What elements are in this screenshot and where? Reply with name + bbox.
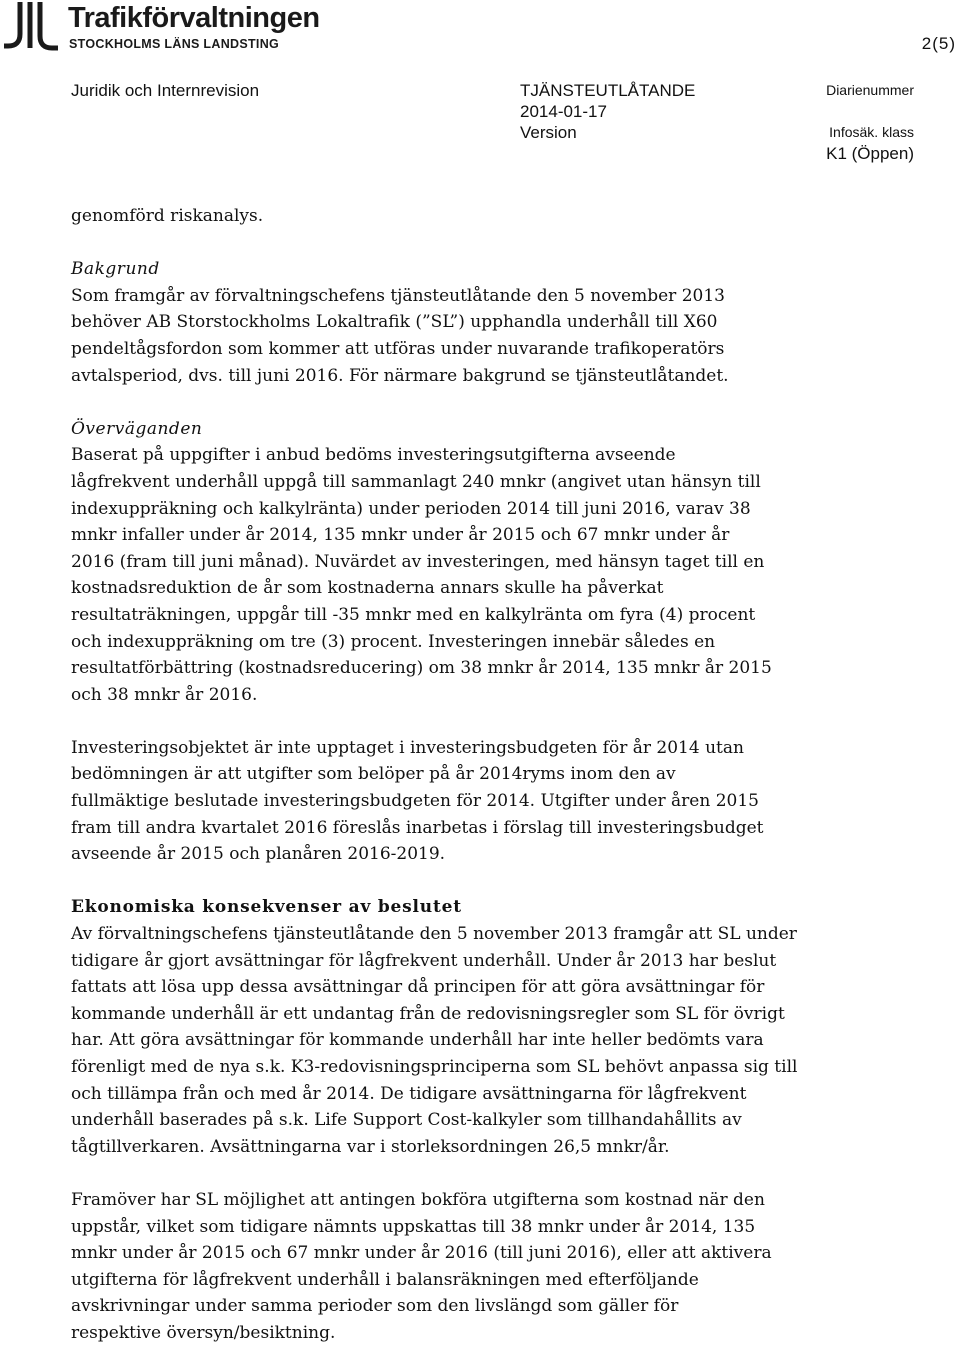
text-line: har. Att göra avsättningar för kommande underhåll har inte heller bedömts vara xyxy=(71,1030,764,1051)
text-line: avseende år 2015 och planåren 2016-2019. xyxy=(71,844,446,865)
text-line: och indexuppräkning om tre (3) procent. Investeringen innebär således en xyxy=(71,631,716,652)
paragraph-ekonomiska-2 xyxy=(71,1187,891,1347)
spacer xyxy=(71,868,891,895)
text-line: avskrivningar under samma perioder som den livslängd som gäller för xyxy=(71,1296,679,1317)
paragraph-overvaganden-2 xyxy=(71,735,891,868)
text-line: kostnadsreduktion de år som kostnaderna annars skulle ha påverkat xyxy=(71,578,664,599)
text-line: mnkr infaller under år 2014, 135 mnkr under år 2015 och 67 mnkr under år xyxy=(71,525,730,546)
spacer xyxy=(71,1160,891,1187)
text-line: resultatförbättring (kostnadsreducering) om 38 mnkr år 2014, 135 mnkr år 2015 xyxy=(71,658,772,679)
text-line: lågfrekvent underhåll uppgå till sammanlagt 240 mnkr (angivet utan hänsyn till xyxy=(71,471,761,492)
text-line: Framöver har SL möjlighet att antingen bokföra utgifterna som kostnad när den xyxy=(71,1189,765,1210)
text-line: fram till andra kvartalet 2016 föreslås inarbetas i förslag till investeringsbudget xyxy=(71,817,764,838)
text-line: fattats att lösa upp dessa avsättningar då principen för att göra avsättningar för xyxy=(71,977,765,998)
registration-number-label: Diarienummer xyxy=(826,82,914,98)
text-line: resultaträkningen, uppgår till -35 mnkr med en kalkylränta om fyra (4) procent xyxy=(71,604,756,625)
text-line: mnkr under år 2015 och 67 mnkr under år 2016 (till juni 2016), eller att aktivera xyxy=(71,1243,772,1264)
text-line: respektive översyn/besiktning. xyxy=(71,1322,336,1343)
text-line: kommande underhåll är ett undantag från de redovisningsregler som SL för övrigt xyxy=(71,1003,785,1024)
text-line: tågtillverkaren. Avsättningarna var i storleksordningen 26,5 mnkr/år. xyxy=(71,1136,670,1157)
text-line: Som framgår av förvaltningschefens tjänsteutlåtande den 5 november 2013 xyxy=(71,285,725,306)
text-line: tidigare år gjort avsättningar för lågfrekvent underhåll. Under år 2013 har beslut xyxy=(71,950,777,971)
logo-subtitle: STOCKHOLMS LÄNS LANDSTING xyxy=(69,37,280,51)
paragraph-overvaganden-1 xyxy=(71,442,891,708)
section-heading-overvaganden: Överväganden xyxy=(71,418,203,439)
text-line: och tillämpa från och med år 2014. De tidigare avsättningarna för lågfrekvent xyxy=(71,1083,747,1104)
paragraph-ekonomiska-1 xyxy=(71,921,891,1160)
text-line: avtalsperiod, dvs. till juni 2016. För närmare bakgrund se tjänsteutlåtandet. xyxy=(71,365,729,386)
version-label: Version xyxy=(520,123,577,142)
spacer xyxy=(71,389,891,416)
text-line: pendeltågsfordon som kommer att utföras under nuvarande trafikoperatörs xyxy=(71,338,725,359)
text-line: indexuppräkning och kalkylränta) under perioden 2014 till juni 2016, varav 38 xyxy=(71,498,751,519)
classification-label: Infosäk. klass xyxy=(829,124,914,140)
page-number: 2(5) xyxy=(921,34,956,53)
paragraph-bakgrund xyxy=(71,283,891,389)
organization-logo xyxy=(0,0,330,56)
text-line: Investeringsobjektet är inte upptaget i investeringsbudgeten för år 2014 utan xyxy=(71,737,744,758)
logo-mark-icon xyxy=(0,0,64,52)
text-line: och 38 mnkr år 2016. xyxy=(71,684,258,705)
logo-name: Trafikförvaltningen xyxy=(68,2,320,34)
text-line: underhåll baserades på s.k. Life Support Cost-kalkyler som tillhandahållits av xyxy=(71,1110,742,1131)
text-line: förenligt med de nya s.k. K3-redovisningsprinciperna som SL behövt anpassa sig till xyxy=(71,1057,798,1077)
registration-info xyxy=(826,80,914,164)
document-info xyxy=(520,80,695,143)
intro-line: genomförd riskanalys. xyxy=(71,206,264,226)
section-heading-ekonomiska-konsekvenser: Ekonomiska konsekvenser av beslutet xyxy=(71,897,462,918)
text-line: utgifterna för lågfrekvent underhåll i balansräkningen med efterföljande xyxy=(71,1269,699,1290)
text-line: bedömningen är att utgifter som belöper på år 2014ryms inom den av xyxy=(71,764,676,785)
section-heading-bakgrund: Bakgrund xyxy=(71,259,160,280)
document-body xyxy=(71,203,891,1347)
text-line: Av förvaltningschefens tjänsteutlåtande den 5 november 2013 framgår att SL under xyxy=(71,924,797,945)
text-line: 2016 (fram till juni månad). Nuvärdet av investeringen, med hänsyn taget till en xyxy=(71,551,765,572)
text-line: uppstår, vilket som tidigare nämnts uppskattas till 38 mnkr under år 2014, 135 xyxy=(71,1216,756,1237)
text-line: fullmäktige beslutade investeringsbudgeten för 2014. Utgifter under åren 2015 xyxy=(71,791,759,812)
spacer xyxy=(71,230,891,257)
text-line: behöver AB Storstockholms Lokaltrafik (”SL”) upphandla underhåll till X60 xyxy=(71,312,718,333)
document-date: 2014-01-17 xyxy=(520,102,607,121)
classification-value: K1 (Öppen) xyxy=(826,144,914,163)
text-line: Baserat på uppgifter i anbud bedöms investeringsutgifterna avseende xyxy=(71,445,676,466)
document-type: TJÄNSTEUTLÅTANDE xyxy=(520,81,696,100)
spacer xyxy=(826,101,914,122)
department-label: Juridik och Internrevision xyxy=(71,81,260,100)
spacer xyxy=(71,708,891,735)
